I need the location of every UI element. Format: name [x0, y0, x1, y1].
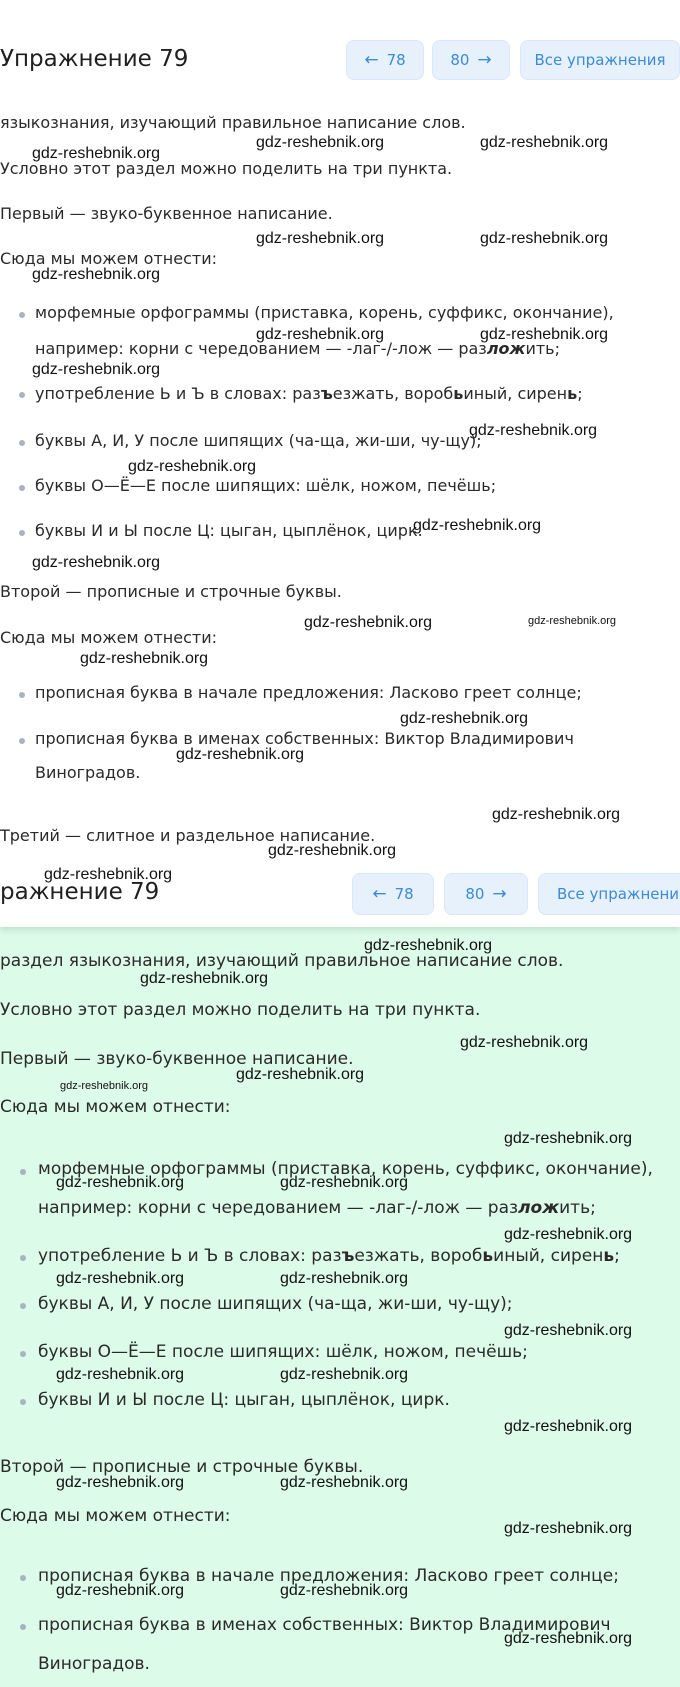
emphasized-letter: ъ [320, 384, 333, 403]
prev-exercise-label: 78 [394, 885, 414, 903]
text-line: Сюда мы можем отнести: [0, 1506, 231, 1526]
emphasized-root: лож [486, 339, 526, 358]
emphasized-letter: ь [567, 384, 578, 403]
watermark: gdz-reshebnik.org [480, 326, 609, 343]
page-title: ражнение 79 [0, 879, 160, 905]
list-item: Виноградов. [38, 1654, 150, 1674]
text-line: Первый — звуко-буквенное написание. [0, 204, 333, 223]
emphasized-letter: ь [453, 384, 464, 403]
text-line: Первый — звуко-буквенное написание. [0, 1049, 354, 1069]
watermark: gdz-reshebnik.org [140, 970, 269, 987]
arrow-right-icon: → [477, 50, 492, 70]
watermark: gdz-reshebnik.org [480, 134, 609, 151]
text-line: Сюда мы можем отнести: [0, 249, 217, 268]
watermark: gdz-reshebnik.org [236, 1066, 365, 1083]
list-item: буквы А, И, У после шипящих (ча-ща, жи-ши, чу-щу); [35, 431, 482, 450]
watermark: gdz-reshebnik.org [32, 145, 161, 162]
arrow-left-icon: ← [372, 884, 387, 904]
list-item-text: ить; [559, 1198, 596, 1218]
watermark: gdz-reshebnik.org [280, 1270, 409, 1287]
list-item: буквы О—Ё—Е после шипящих: шёлк, ножом, печёшь; [35, 476, 497, 495]
watermark: gdz-reshebnik.org [56, 1582, 185, 1599]
list-item: морфемные орфограммы (приставка, корень, суффикс, окончание), [38, 1159, 653, 1179]
watermark: gdz-reshebnik.org [364, 937, 493, 954]
list-item-text: например: корни с чередованием — -лаг-/-лож — раз [35, 339, 487, 358]
watermark: gdz-reshebnik.org [56, 1270, 185, 1287]
watermark: gdz-reshebnik.org [492, 806, 621, 823]
watermark: gdz-reshebnik.org [504, 1226, 633, 1243]
watermark: gdz-reshebnik.org [256, 230, 385, 247]
exercise-header [0, 30, 680, 94]
emphasized-letter: ь [603, 1246, 615, 1266]
list-item: буквы И и Ы после Ц: цыган, цыплёнок, цирк. [35, 521, 423, 540]
watermark: gdz-reshebnik.org [56, 1174, 185, 1191]
watermark: gdz-reshebnik.org [60, 1080, 149, 1092]
list-item: прописная буква в именах собственных: Виктор Владимирович [38, 1615, 611, 1635]
bullet-dot-icon [19, 312, 25, 318]
watermark: gdz-reshebnik.org [304, 614, 433, 631]
text-line: Сюда мы можем отнести: [0, 628, 217, 647]
list-item-text: ить; [525, 339, 560, 358]
watermark: gdz-reshebnik.org [80, 650, 209, 667]
list-item-text: иный, сирен [493, 1246, 604, 1266]
list-item [38, 1197, 596, 1219]
text-line: раздел языкознания, изучающий правильное написание слов. [0, 951, 564, 971]
emphasized-root: лож [518, 1198, 560, 1218]
text-line: Условно этот раздел можно поделить на три пункта. [0, 1000, 481, 1020]
bullet-dot-icon [19, 440, 25, 446]
watermark: gdz-reshebnik.org [280, 1174, 409, 1191]
watermark: gdz-reshebnik.org [32, 554, 161, 571]
prev-exercise-button[interactable] [352, 873, 434, 915]
page-title: Упражнение 79 [0, 46, 189, 72]
all-exercises-label: Все упражнени [557, 885, 680, 903]
watermark: gdz-reshebnik.org [128, 458, 257, 475]
bullet-dot-icon [20, 1169, 26, 1175]
watermark: gdz-reshebnik.org [413, 517, 542, 534]
next-exercise-button[interactable] [444, 873, 528, 915]
bullet-dot-icon [20, 1399, 26, 1405]
watermark: gdz-reshebnik.org [400, 710, 529, 727]
bullet-dot-icon [20, 1303, 26, 1309]
watermark: gdz-reshebnik.org [460, 1034, 589, 1051]
list-item: прописная буква в именах собственных: Виктор Владимирович [35, 729, 574, 748]
watermark: gdz-reshebnik.org [504, 1520, 633, 1537]
text-line: Условно этот раздел можно поделить на три пункта. [0, 159, 453, 178]
watermark: gdz-reshebnik.org [504, 1130, 633, 1147]
list-item-text: ; [614, 1246, 620, 1266]
watermark: gdz-reshebnik.org [280, 1366, 409, 1383]
all-exercises-button[interactable] [520, 40, 680, 80]
text-line: языкознания, изучающий правильное написание слов. [0, 113, 466, 132]
bullet-dot-icon [19, 530, 25, 536]
watermark: gdz-reshebnik.org [280, 1582, 409, 1599]
list-item: буквы О—Ё—Е после шипящих: шёлк, ножом, печёшь; [38, 1342, 528, 1362]
bullet-dot-icon [19, 692, 25, 698]
watermark: gdz-reshebnik.org [504, 1322, 633, 1339]
bullet-dot-icon [20, 1255, 26, 1261]
text-line: Второй — прописные и строчные буквы. [0, 1457, 364, 1477]
list-item-text: ; [577, 384, 583, 403]
emphasized-letter: ъ [341, 1246, 355, 1266]
watermark: gdz-reshebnik.org [32, 266, 161, 283]
list-item: буквы А, И, У после шипящих (ча-ща, жи-ши, чу-щу); [38, 1294, 513, 1314]
bullet-dot-icon [19, 485, 25, 491]
list-item [38, 1245, 620, 1267]
prev-exercise-label: 78 [386, 51, 406, 69]
all-exercises-button[interactable] [538, 873, 680, 915]
watermark: gdz-reshebnik.org [32, 361, 161, 378]
list-item-text: езжать, вороб [332, 384, 454, 403]
arrow-right-icon: → [492, 884, 507, 904]
watermark: gdz-reshebnik.org [268, 842, 397, 859]
bullet-dot-icon [20, 1624, 26, 1630]
watermark: gdz-reshebnik.org [56, 1366, 185, 1383]
text-line: Сюда мы можем отнести: [0, 1097, 231, 1117]
watermark: gdz-reshebnik.org [504, 1630, 633, 1647]
text-line: Второй — прописные и строчные буквы. [0, 582, 342, 601]
watermark: gdz-reshebnik.org [504, 1418, 633, 1435]
watermark: gdz-reshebnik.org [256, 326, 385, 343]
watermark: gdz-reshebnik.org [480, 230, 609, 247]
list-item-text: езжать, вороб [354, 1246, 483, 1266]
watermark: gdz-reshebnik.org [176, 746, 305, 763]
list-item [35, 383, 583, 405]
list-item-text: иный, сирен [463, 384, 568, 403]
list-item: Виноградов. [35, 763, 141, 782]
list-item: буквы И и Ы после Ц: цыган, цыплёнок, цирк. [38, 1390, 450, 1410]
watermark: gdz-reshebnik.org [256, 134, 385, 151]
next-exercise-button[interactable] [432, 40, 510, 80]
list-item-text: употребление Ь и Ъ в словах: раз [35, 384, 321, 403]
bullet-dot-icon [20, 1575, 26, 1581]
next-exercise-label: 80 [465, 885, 485, 903]
list-item: морфемные орфограммы (приставка, корень, суффикс, окончание), [35, 303, 614, 322]
text-line: Третий — слитное и раздельное написание. [0, 826, 376, 845]
emphasized-letter: ь [482, 1246, 494, 1266]
list-item-text: например: корни с чередованием — -лаг-/-лож — раз [38, 1198, 519, 1218]
watermark: gdz-reshebnik.org [280, 1474, 409, 1491]
next-exercise-label: 80 [450, 51, 470, 69]
bullet-dot-icon [19, 738, 25, 744]
bullet-dot-icon [20, 1351, 26, 1357]
prev-exercise-button[interactable] [346, 40, 424, 80]
list-item: прописная буква в начале предложения: Ласково греет солнце; [38, 1566, 619, 1586]
watermark: gdz-reshebnik.org [528, 615, 617, 627]
watermark: gdz-reshebnik.org [469, 422, 598, 439]
list-item: прописная буква в начале предложения: Ласково греет солнце; [35, 683, 582, 702]
arrow-left-icon: ← [364, 50, 379, 70]
watermark: gdz-reshebnik.org [56, 1474, 185, 1491]
all-exercises-label: Все упражнения [534, 51, 666, 69]
watermark: gdz-reshebnik.org [44, 866, 173, 883]
bullet-dot-icon [19, 392, 25, 398]
list-item-text: употребление Ь и Ъ в словах: раз [38, 1246, 342, 1266]
